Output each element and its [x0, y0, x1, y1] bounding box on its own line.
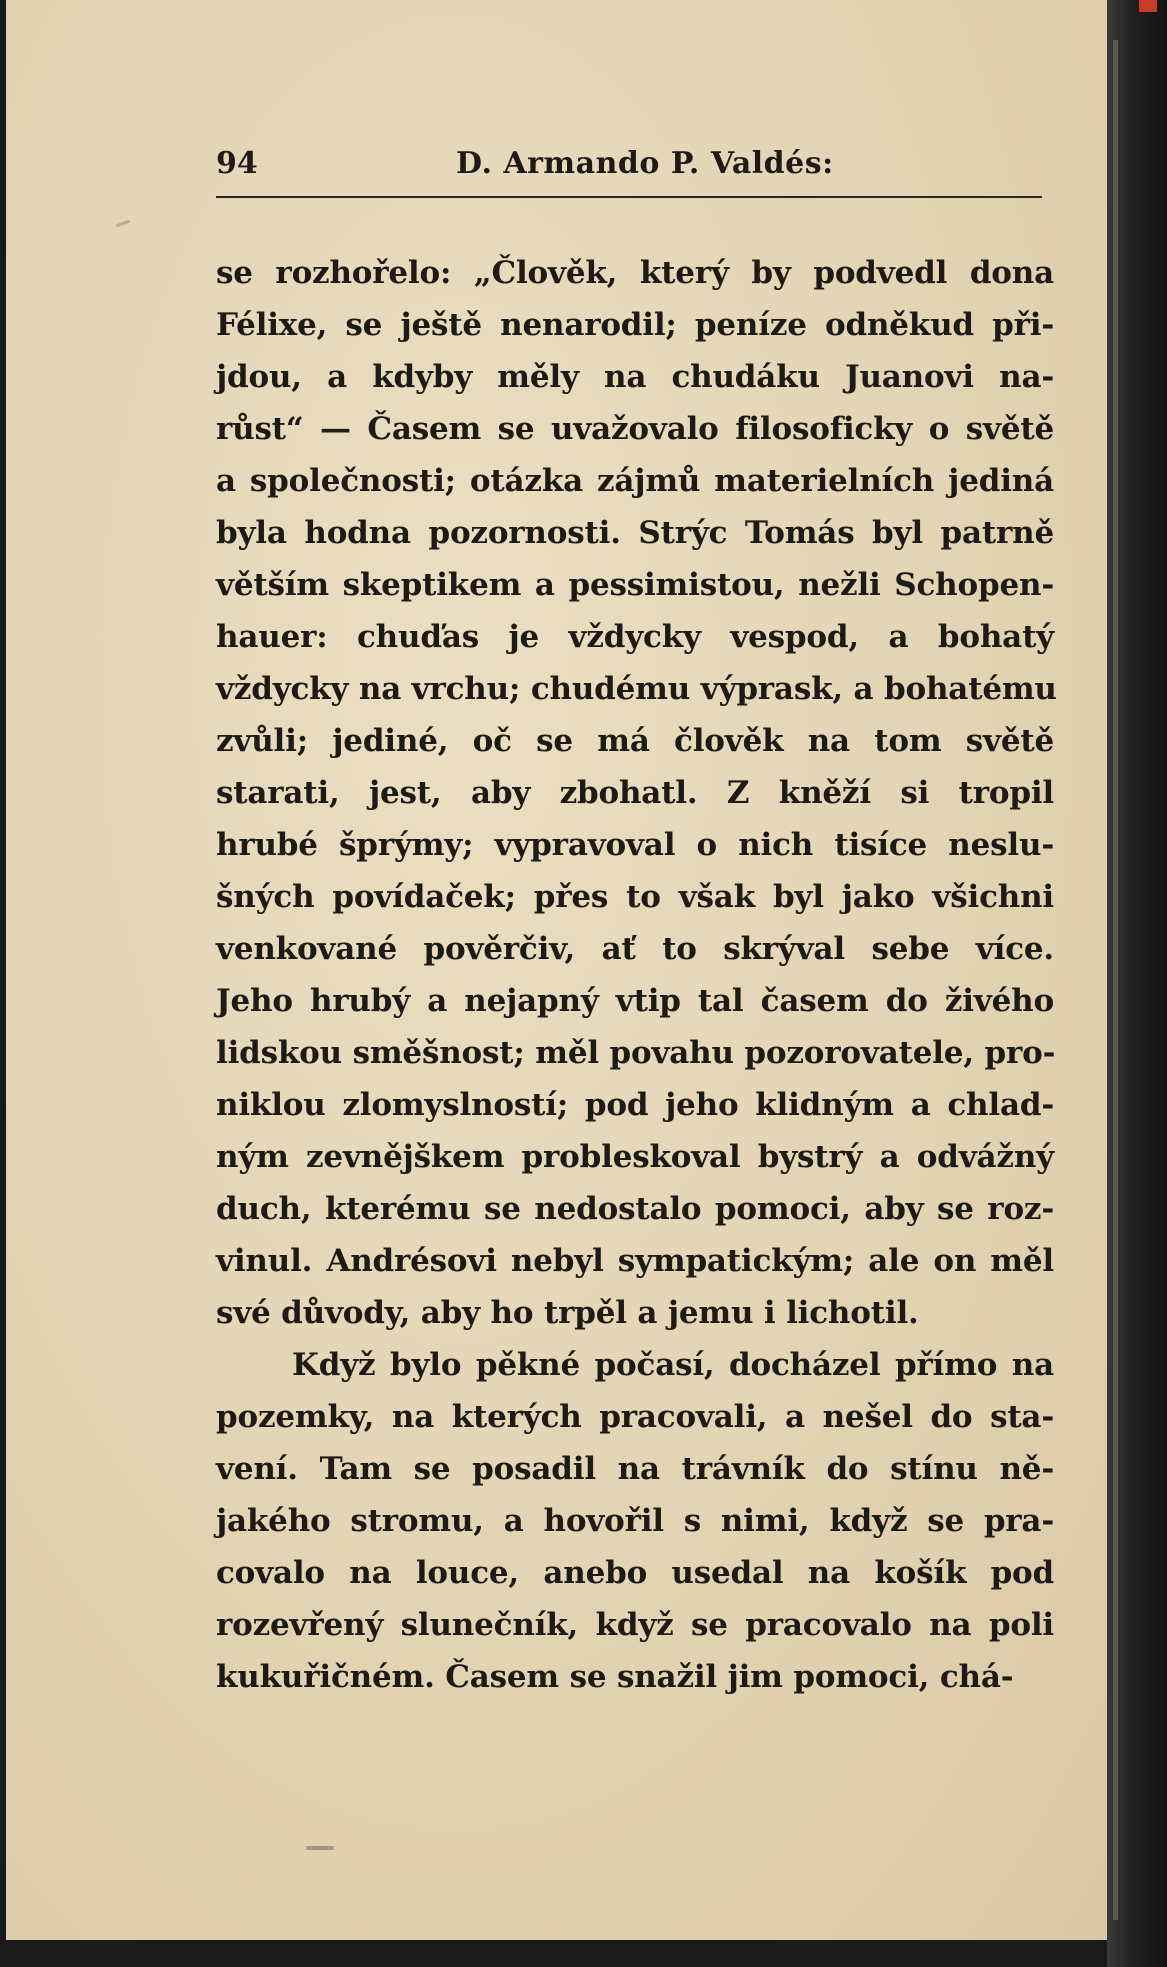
ink-smudge — [306, 1846, 334, 1850]
text-line: niklou zlomyslností; pod jeho klidným a chlad- — [216, 1087, 1054, 1123]
text-line: venkované pověrčiv, ať to skrýval sebe více. — [216, 931, 1054, 967]
text-line: jakého stromu, a hovořil s nimi, když se pra- — [216, 1503, 1054, 1539]
paper-speck — [116, 220, 130, 228]
text-line: hrubé šprýmy; vypravoval o nich tisíce neslu- — [216, 827, 1054, 863]
running-head: D. Armando P. Valdés: — [456, 146, 834, 181]
text-line: růst“ — Časem se uvažovalo filosoficky o světě — [216, 411, 1054, 447]
text-line: kukuřičném. Časem se snažil jim pomoci, chá- — [216, 1659, 1014, 1695]
body-text — [216, 247, 1057, 1703]
text-line: vinul. Andrésovi nebyl sympatickým; ale on měl — [216, 1243, 1054, 1279]
corner-red-mark — [1139, 0, 1157, 12]
text-line: lidskou směšnost; měl povahu pozorovatele, pro- — [216, 1035, 1056, 1071]
text-line: zvůli; jediné, oč se má člověk na tom světě — [216, 723, 1054, 759]
text-line: rozevřený slunečník, když se pracovalo na poli — [216, 1607, 1054, 1643]
page-number: 94 — [216, 146, 258, 181]
text-line: se rozhořelo: „Člověk, který by podvedl dona — [216, 255, 1054, 291]
text-line: šných povídaček; přes to však byl jako všichni — [216, 879, 1054, 915]
text-line: ným zevnějškem probleskoval bystrý a odvážný — [216, 1139, 1054, 1175]
header-rule — [216, 196, 1042, 198]
text-line: byla hodna pozornosti. Strýc Tomás byl patrně — [216, 515, 1054, 551]
text-line: duch, kterému se nedostalo pomoci, aby se roz- — [216, 1191, 1054, 1227]
text-line: Jeho hrubý a nejapný vtip tal časem do živého — [216, 983, 1054, 1019]
paragraph-first-line: Když bylo pěkné počasí, docházel přímo na — [292, 1347, 1054, 1383]
text-line: a společnosti; otázka zájmů materielních jediná — [216, 463, 1054, 499]
text-line: Félixe, se ještě nenarodil; peníze odněkud při- — [216, 307, 1054, 343]
text-line: své důvody, aby ho trpěl a jemu i lichotil. — [216, 1295, 919, 1331]
text-line: větším skeptikem a pessimistou, nežli Schopen- — [216, 567, 1054, 603]
page-header — [216, 146, 1042, 196]
book-binding-edge — [1107, 0, 1167, 1967]
book-page — [6, 0, 1130, 1940]
text-line: jdou, a kdyby měly na chudáku Juanovi na- — [216, 359, 1054, 395]
text-line: covalo na louce, anebo usedal na košík pod — [216, 1555, 1054, 1591]
text-line: starati, jest, aby zbohatl. Z kněží si tropil — [216, 775, 1054, 811]
text-line: vení. Tam se posadil na trávník do stínu ně- — [216, 1451, 1054, 1487]
text-line: pozemky, na kterých pracovali, a nešel do sta- — [216, 1399, 1054, 1435]
text-line: vždycky na vrchu; chudému výprask, a bohatému — [216, 671, 1057, 707]
text-line: hauer: chuďas je vždycky vespod, a bohatý — [216, 619, 1054, 655]
